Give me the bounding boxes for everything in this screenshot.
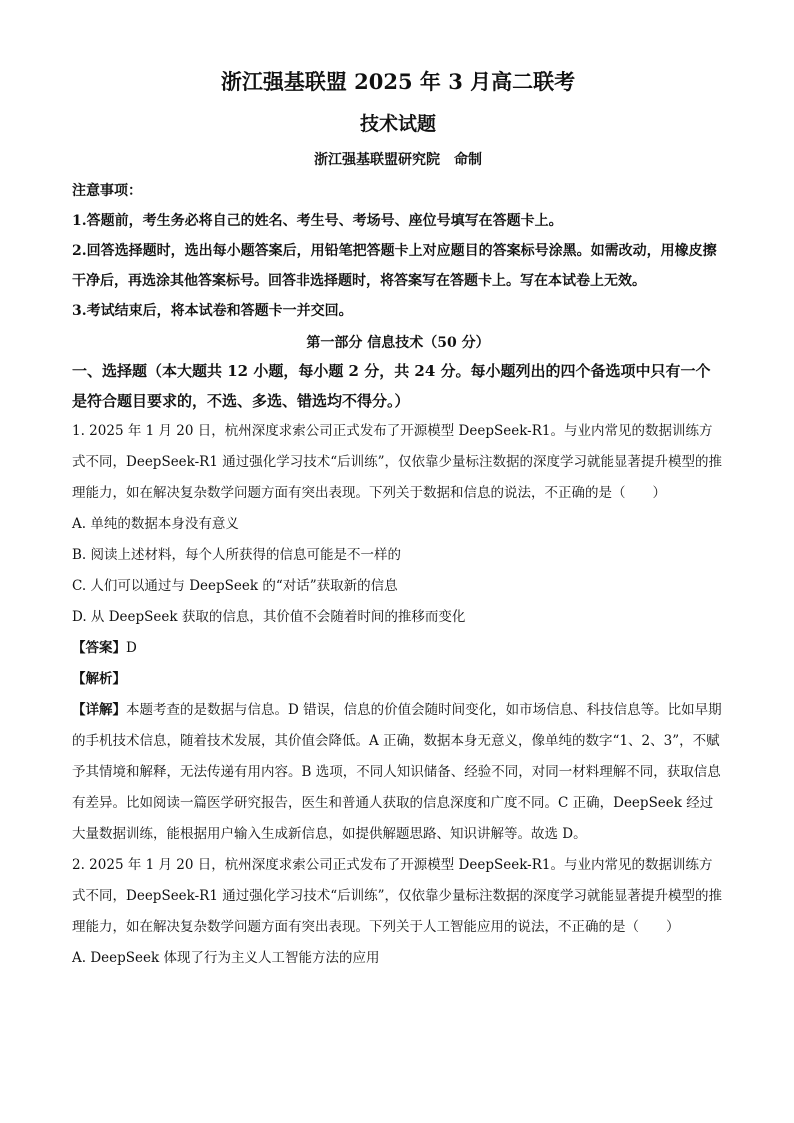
notice-item: 3.考试结束后，将本试卷和答题卡一并交回。 (72, 303, 353, 319)
notice-block (72, 176, 724, 326)
analysis-line (72, 664, 724, 695)
option-c: C. 人们可以通过与 DeepSeek 的“对话”获取新的信息 (72, 578, 398, 594)
option-a: A. DeepSeek 体现了行为主义人工智能方法的应用 (72, 950, 380, 966)
analysis-label: 【解析】 (72, 671, 126, 687)
option-a: A. 单纯的数据本身没有意义 (72, 516, 239, 532)
option-b: B. 阅读上述材料，每个人所获得的信息可能是不一样的 (72, 547, 402, 563)
detail-text: 本题考查的是数据与信息。D 错误，信息的价值会随时间变化，如市场信息、科技信息等。比如早期的手机技术信息，随着技术发展，其价值会降低。A 正确，数据本身无意义，像单纯的数字“1、2、3”，不赋予其情境和解释，无法传递有用内容。B 选项，不同人知识储备、经验不同，对同一材料理解不同，获取信息有差异。比如阅读一篇医学研究报告，医生和普通人获取的信息深度和广度不同。C 正确，DeepSeek 经过大量数据训练，能根据用户输入生成新信息，如提供解题思路、知识讲解等。故选 D。 (72, 702, 722, 842)
question-2 (72, 850, 724, 974)
exam-page (72, 66, 724, 974)
question-stem: 2. 2025 年 1 月 20 日，杭州深度求索公司正式发布了开源模型 DeepSeek-R1。与业内常见的数据训练方式不同，DeepSeek-R1 通过强化学习技术“后训练”，仅依靠少量标注数据的深度学习就能显著提升模型的推理能力，如在解决复杂数学问题方面有突出表现。下列关于人工智能应用的说法，不正确的是（ ） (72, 857, 723, 935)
answer-value: D (126, 640, 137, 656)
answer-line (72, 633, 724, 664)
answer-label: 【答案】 (72, 640, 126, 656)
section-heading: 一、选择题（本大题共 12 小题，每小题 2 分，共 24 分。每小题列出的四个备选项中只有一个是符合题目要求的，不选、多选、错选均不得分。） (72, 362, 711, 410)
detail-label: 【详解】 (72, 702, 126, 718)
page-subtitle: 技术试题 (359, 113, 436, 135)
issuer-line: 浙江强基联盟研究院 命制 (314, 152, 482, 168)
notice-item: 1.答题前，考生务必将自己的姓名、考生号、考场号、座位号填写在答题卡上。 (72, 213, 563, 229)
notice-heading: 注意事项： (72, 183, 142, 199)
question-stem: 1. 2025 年 1 月 20 日，杭州深度求索公司正式发布了开源模型 DeepSeek-R1。与业内常见的数据训练方式不同，DeepSeek-R1 通过强化学习技术“后训练”，仅依靠少量标注数据的深度学习就能显著提升模型的推理能力，如在解决复杂数学问题方面有突出表现。下列关于数据和信息的说法，不正确的是（ ） (72, 423, 723, 501)
detail-paragraph (72, 695, 724, 850)
notice-item: 2.回答选择题时，选出每小题答案后，用铅笔把答题卡上对应题目的答案标号涂黑。如需改动，用橡皮擦干净后，再选涂其他答案标号。回答非选择题时，将答案写在答题卡上。写在本试卷上无效。 (72, 243, 717, 289)
part-heading: 第一部分 信息技术（50 分） (306, 335, 490, 351)
page-title: 浙江强基联盟 2025 年 3 月高二联考 (220, 69, 576, 94)
option-d: D. 从 DeepSeek 获取的信息，其价值不会随着时间的推移而变化 (72, 609, 466, 625)
question-1 (72, 416, 724, 850)
